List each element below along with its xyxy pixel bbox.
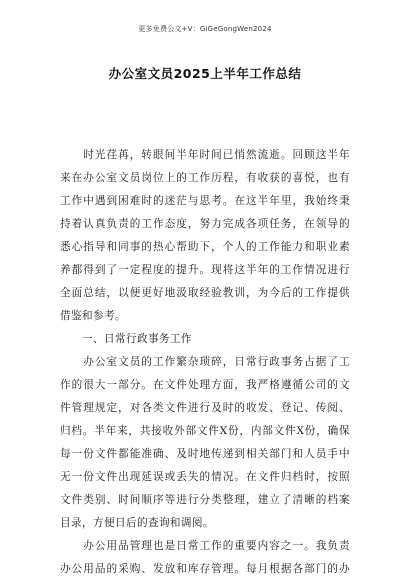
body-line: 时光荏苒，转眼间半年时间已悄然流逝。回顾这半年	[60, 149, 350, 161]
body-line: 工作中遇到困难时的迷茫与思考。在这半年里，我始终秉	[60, 195, 350, 207]
body-line: 养都得到了一定程度的提升。现将这半年的工作情况进行	[60, 264, 350, 276]
body-line: 件管理规定，对各类文件进行及时的收发、登记、传阅、	[60, 402, 350, 414]
body-line: 每一份文件都能准确、及时地传递到相关部门和人员手中	[60, 448, 350, 460]
body-line: 无一份文件出现延误或丢失的情况。在文件归档时，按照	[60, 471, 350, 483]
body-line: 悉心指导和同事的热心帮助下，个人的工作能力和职业素	[60, 241, 350, 253]
body-line: 文件类别、时间顺序等进行分类整理，建立了清晰的档案	[60, 494, 350, 506]
body-line: 持着认真负责的工作态度，努力完成各项任务，在领导的	[60, 218, 350, 230]
header-note: 更多免费公文+V：GiGeGongWen2024	[138, 25, 272, 33]
body-line: 全面总结，以便更好地汲取经验教训，为今后的工作提供	[60, 287, 350, 299]
body-line: 借鉴和参考。	[60, 310, 126, 322]
body-line: 作的很大一部分。在文件处理方面，我严格遵循公司的文	[60, 379, 350, 391]
body-line: 办公室文员的工作繁杂琐碎，日常行政事务占据了工	[60, 356, 350, 368]
body-line: 办公用品的采购、发放和库存管理。每月根据各部门的办	[60, 563, 350, 575]
section-heading: 一、日常行政事务工作	[60, 333, 192, 345]
document-title: 办公室文员2025上半年工作总结	[108, 66, 302, 81]
document-body	[60, 144, 350, 581]
body-line: 来在办公室文员岗位上的工作历程，有收获的喜悦，也有	[60, 172, 350, 184]
body-line: 目录，方便日后的查询和调阅。	[60, 517, 214, 529]
body-line: 归档。半年来，共接收外部文件X份，内部文件X份，确保	[60, 425, 350, 437]
body-line: 办公用品管理也是日常工作的重要内容之一。我负责	[60, 540, 350, 552]
